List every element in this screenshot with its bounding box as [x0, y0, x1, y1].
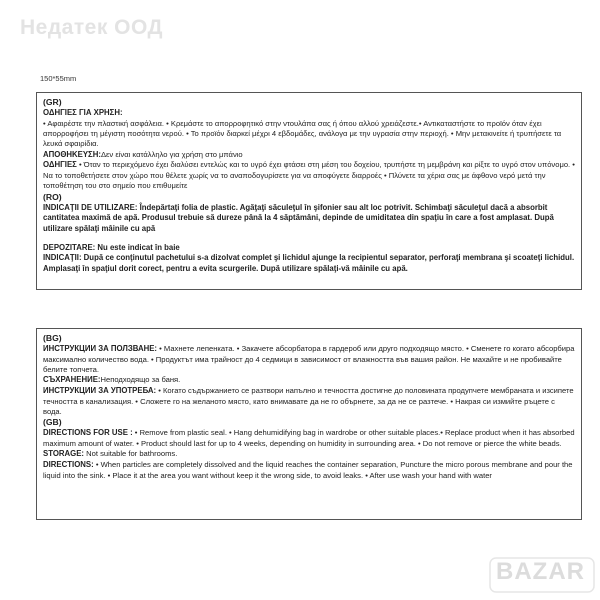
gb-storage-text: Not suitable for bathrooms.	[86, 449, 178, 459]
bg-instructions-title: ИНСТРУКЦИИ ЗА ПОЛЗВАНЕ:	[43, 344, 158, 353]
bg-directions-text: • Когато съдържанието се разтвори напълно и течността достигне до половината продупчете мембраната и изсипете течността в канализация. • Сложете го на желаното място, като внимавате да не го обърнете, за да не се разтече. • Накрая си измийте ръцете с вода.	[43, 386, 574, 416]
ro-storage-text: Nu este indicat în baie	[97, 242, 180, 252]
gr-directions	[43, 160, 575, 191]
gr-directions-text: • Όταν το περιεχόμενο έχει διαλύσει εντελώς και το υγρό έχει φτάσει στη μέση του δοχείου, τρυπήστε τη μεμβράνη και ρίξτε το υγρό στον υπόνομο. • Να το τοποθετήσετε στον χώρο που θέλετε χωρίς να το αναποδογυρίσετε για να αποφύγετε διαρροές • Πλύνετε τα χέρια σας με άφθονο νερό μετά την τοποθέτηση του στο σημείο που επιθυμείτε	[43, 160, 575, 191]
ro-storage-title: DEPOZITARE:	[43, 242, 96, 252]
lang-tag-bg: (BG)	[43, 333, 62, 343]
ro-instructions	[43, 203, 575, 235]
label-box-gr-ro	[36, 92, 582, 290]
lang-tag-ro: (RO)	[43, 191, 62, 202]
gr-instructions-text: • Αφαιρέστε την πλαστική ασφάλεια. • Κρεμάστε το απορροφητικό στην ντουλάπα σας ή όπου αλλού χρειάζεστε.• Αντικαταστήστε το προϊόν όταν έχει απορροφήσει τη μέγιστη ποσότητα νερού. • Το προϊόν διαρκεί μέχρι 4 εβδομάδες, ανάλογα με την υγρασία στην περιοχή. • Μην μετακινείτε ή τρυπήσετε τα λευκά σφαιρίδια.	[43, 118, 562, 149]
lang-tag-gb: (GB)	[43, 417, 62, 428]
label-box-bg-gb	[36, 328, 582, 520]
bg-storage-title: СЪХРАНЕНИЕ:	[43, 375, 101, 385]
ro-storage	[43, 243, 575, 254]
bg-directions-title: ИНСТРУКЦИИ ЗА УПОТРЕБА:	[43, 386, 157, 395]
gb-storage-title: STORAGE:	[43, 449, 85, 459]
gb-directions	[43, 460, 575, 481]
gb-instructions-text: • Remove from plastic seal. • Hang dehumidifying bag in wardrobe or other suitable places.• Replace product when it has absorbed maximum amount of water. • Product should last for up to 4 weeks, depending on humidity in surrounding area. • Do not remove or pierce the white beads.	[43, 428, 575, 448]
gb-storage	[43, 449, 575, 460]
label-dimensions: 150*55mm	[40, 74, 77, 83]
gr-storage-title: ΑΠΟΘΗΚΕΥΣΗ:	[43, 149, 101, 159]
bg-directions	[43, 386, 575, 417]
gr-instructions	[43, 108, 575, 150]
bg-storage-text: Неподходящо за баня.	[100, 375, 181, 385]
gr-instructions-title: ΟΔΗΓΙΕΣ ΓΙΑ ΧΡΗΣΗ:	[43, 108, 123, 117]
bazar-logo-text: BAZAR	[496, 558, 585, 585]
ro-instructions-text: Îndepărtaţi folia de plastic. Agăţaţi săculeţul în şifonier sau alt loc potrivit. Schimbaţi săculeţul dacă a absorbit cantitatea maximă de apă. Produsul trebuie să dureze până la 4 săptămâni, depinde de umiditatea din spaţiu în care a fost amplasat. După utilizare spălaţi mâinile cu apă	[43, 202, 554, 233]
ro-directions-text: După ce conţinutul pachetului s-a dizolvat complet şi lichidul ajunge la recipientul separator, perforaţi membrana şi scoateţi lichidul. Amplasaţi în spaţiul dorit corect, pentru a evita scurgerile. După utilizare spălaţi-vă mâinile cu apă.	[43, 253, 575, 273]
gr-directions-title: ΟΔΗΓΙΕΣ	[43, 160, 77, 170]
gb-instructions-title: DIRECTIONS FOR USE :	[43, 428, 133, 438]
ro-instructions-title: INDICAŢII DE UTILIZARE:	[43, 202, 138, 212]
gr-storage-text: Δεν είναι κατάλληλο για χρήση στο μπάνιο	[100, 149, 243, 159]
seller-watermark: Недатек ООД	[20, 16, 164, 39]
bg-storage	[43, 375, 575, 386]
gb-instructions	[43, 428, 575, 449]
gb-directions-title: DIRECTIONS:	[43, 460, 94, 469]
gb-directions-text: • When particles are completely dissolved and the liquid reaches the container separation, Puncture the micro porous membrane and pour the liquid into the sink. • Place it at the area you want without keep it the wrong side, to avoid leaks. • After use wash your hand with water	[43, 460, 573, 480]
ro-directions-title: INDICAŢII:	[43, 253, 82, 263]
gr-storage	[43, 150, 575, 161]
lang-tag-gr: (GR)	[43, 97, 62, 107]
bg-instructions	[43, 344, 575, 375]
ro-directions	[43, 253, 575, 274]
bg-instructions-text: • Махнете лепенката. • Закачете абсорбатора в гардероб или друго подходящо място. • Сменете го когато абсорбира максимално количество вода. • Продуктът има трайност до 4 седмици в зависимост от влажността във вашия район. Не махайте и не пробивайте белите топчета.	[43, 344, 575, 374]
